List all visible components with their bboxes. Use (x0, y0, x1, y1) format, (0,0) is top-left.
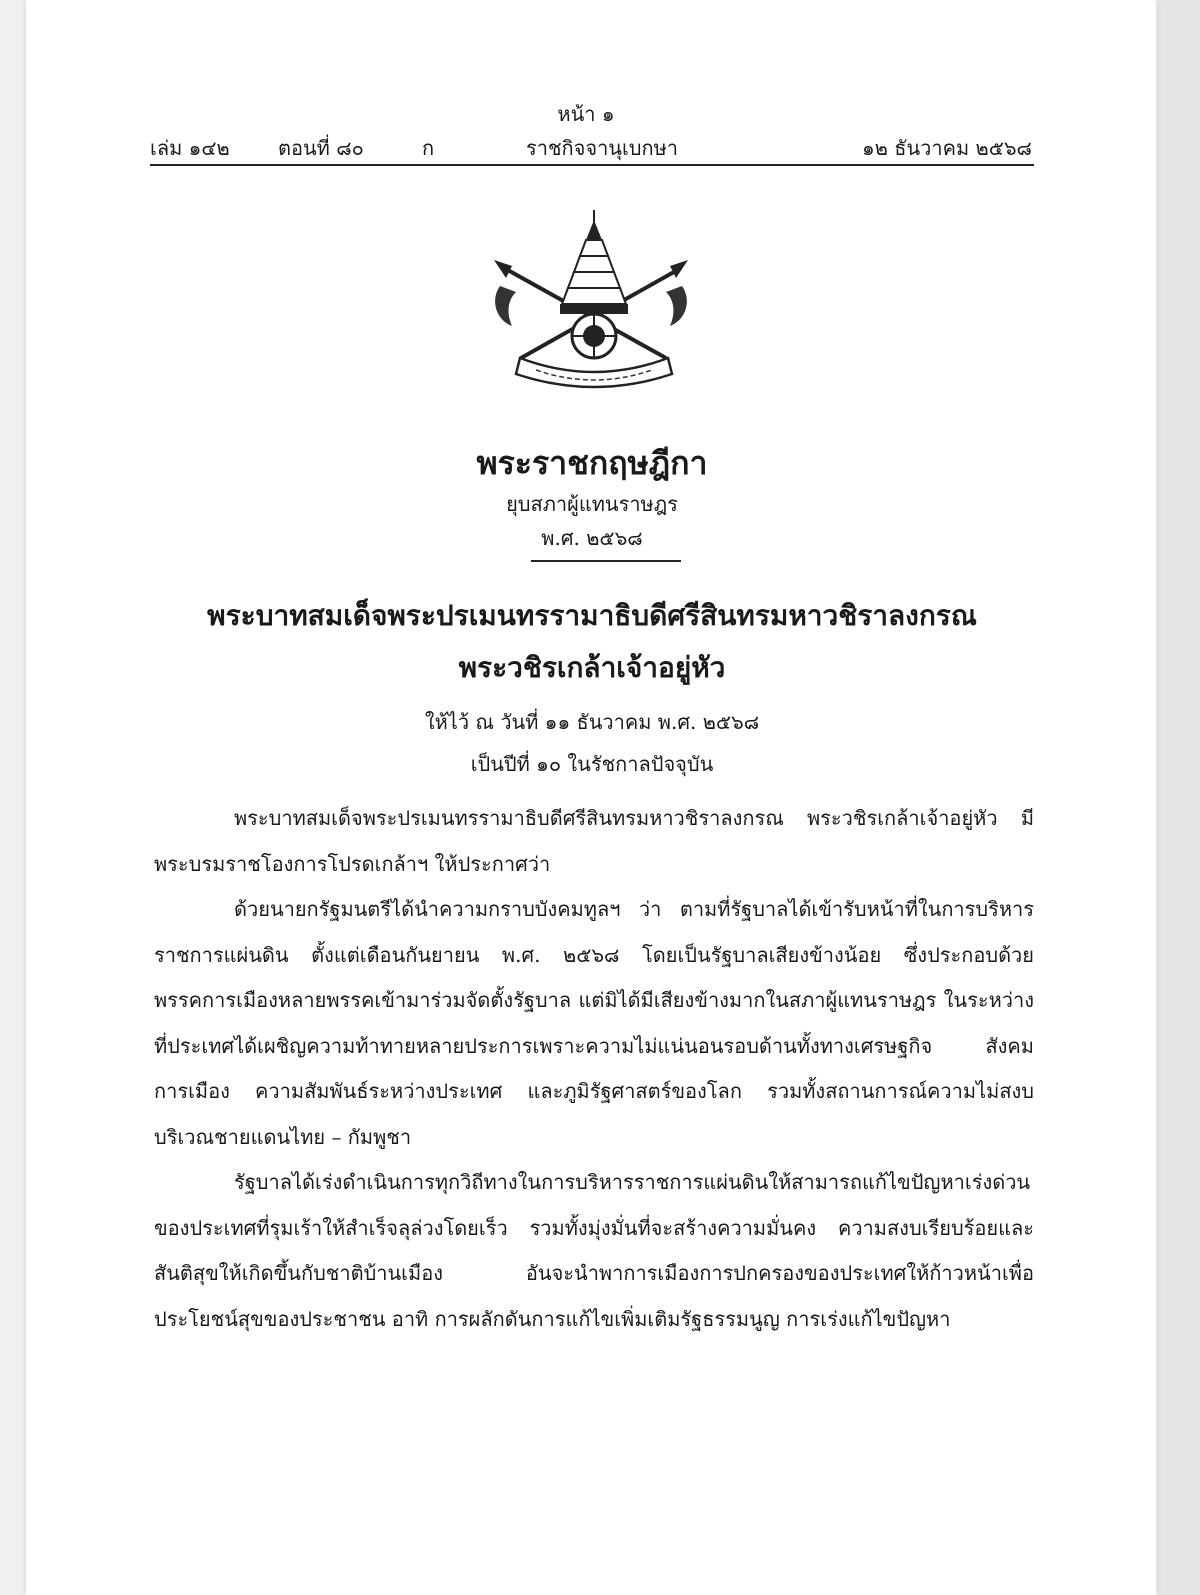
royal-emblem-icon (476, 208, 706, 398)
volume-label: เล่ม ๑๔๒ (150, 136, 230, 160)
decree-subtitle: ยุบสภาผู้แทนราษฎร (506, 492, 678, 516)
header-rule (150, 164, 1034, 166)
monarch-name-line2: พระวชิรเกล้าเจ้าอยู่หัว (458, 651, 726, 684)
decree-body (154, 796, 1034, 1342)
decree-title: พระราชกฤษฎีกา (476, 444, 708, 482)
decree-year: พ.ศ. ๒๕๖๘ (541, 526, 643, 550)
monarch-name-line1: พระบาทสมเด็จพระปรเมนทรรามาธิบดีศรีสินทรมหาวชิราลงกรณ (207, 599, 977, 632)
page-edge (1158, 0, 1200, 1595)
gazette-page (26, 0, 1156, 1595)
reign-year: เป็นปีที่ ๑๐ ในรัชกาลปัจจุบัน (470, 752, 714, 776)
publication-date: ๑๒ ธันวาคม ๒๕๖๘ (862, 136, 1032, 160)
issue-label: ตอนที่ ๘๐ (278, 136, 364, 160)
title-rule (531, 560, 681, 562)
gazette-header (150, 132, 1032, 160)
page-number: หน้า ๑ (557, 102, 615, 126)
body-paragraph: ด้วยนายกรัฐมนตรีได้นำความกราบบังคมทูลฯ ว่า ตามที่รัฐบาลได้เข้ารับหน้าที่ในการบริหารราชการแผ่นดิน ตั้งแต่เดือนกันยายน พ.ศ. ๒๕๖๘ โดยเป็นรัฐบาลเสียงข้างน้อย ซึ่งประกอบด้วยพรรคการเมืองหลายพรรคเข้ามาร่วมจัดตั้งรัฐบาล แต่มิได้มีเสียงข้างมากในสภาผู้แทนราษฎร ในระหว่างที่ประเทศได้เผชิญความท้าทายหลายประการเพราะความไม่แน่นอนรอบด้านทั้งทางเศรษฐกิจ สังคม การเมือง ความสัมพันธ์ระหว่างประเทศ และภูมิรัฐศาสตร์ของโลก รวมทั้งสถานการณ์ความไม่สงบบริเวณชายแดนไทย – กัมพูชา (154, 897, 1034, 1149)
publication-name: ราชกิจจานุเบกษา (525, 136, 679, 160)
given-date: ให้ไว้ ณ วันที่ ๑๑ ธันวาคม พ.ศ. ๒๕๖๘ (424, 710, 760, 734)
body-paragraph: รัฐบาลได้เร่งดำเนินการทุกวิถีทางในการบริหารราชการแผ่นดินให้สามารถแก้ไขปัญหาเร่งด่วนของประเทศที่รุมเร้าให้สำเร็จลุล่วงโดยเร็ว รวมทั้งมุ่งมั่นที่จะสร้างความมั่นคง ความสงบเรียบร้อยและสันติสุขให้เกิดขึ้นกับชาติบ้านเมือง อันจะนำพาการเมืองการปกครองของประเทศให้ก้าวหน้าเพื่อประโยชน์สุขของประชาชน อาทิ การผลักดันการแก้ไขเพิ่มเติมรัฐธรรมนูญ การเร่งแก้ไขปัญหา (154, 1170, 1034, 1331)
section-label: ก (422, 136, 435, 160)
body-paragraph: พระบาทสมเด็จพระปรเมนทรรามาธิบดีศรีสินทรมหาวชิราลงกรณ พระวชิรเกล้าเจ้าอยู่หัว มีพระบรมราชโองการโปรดเกล้าฯ ให้ประกาศว่า (154, 806, 1034, 876)
